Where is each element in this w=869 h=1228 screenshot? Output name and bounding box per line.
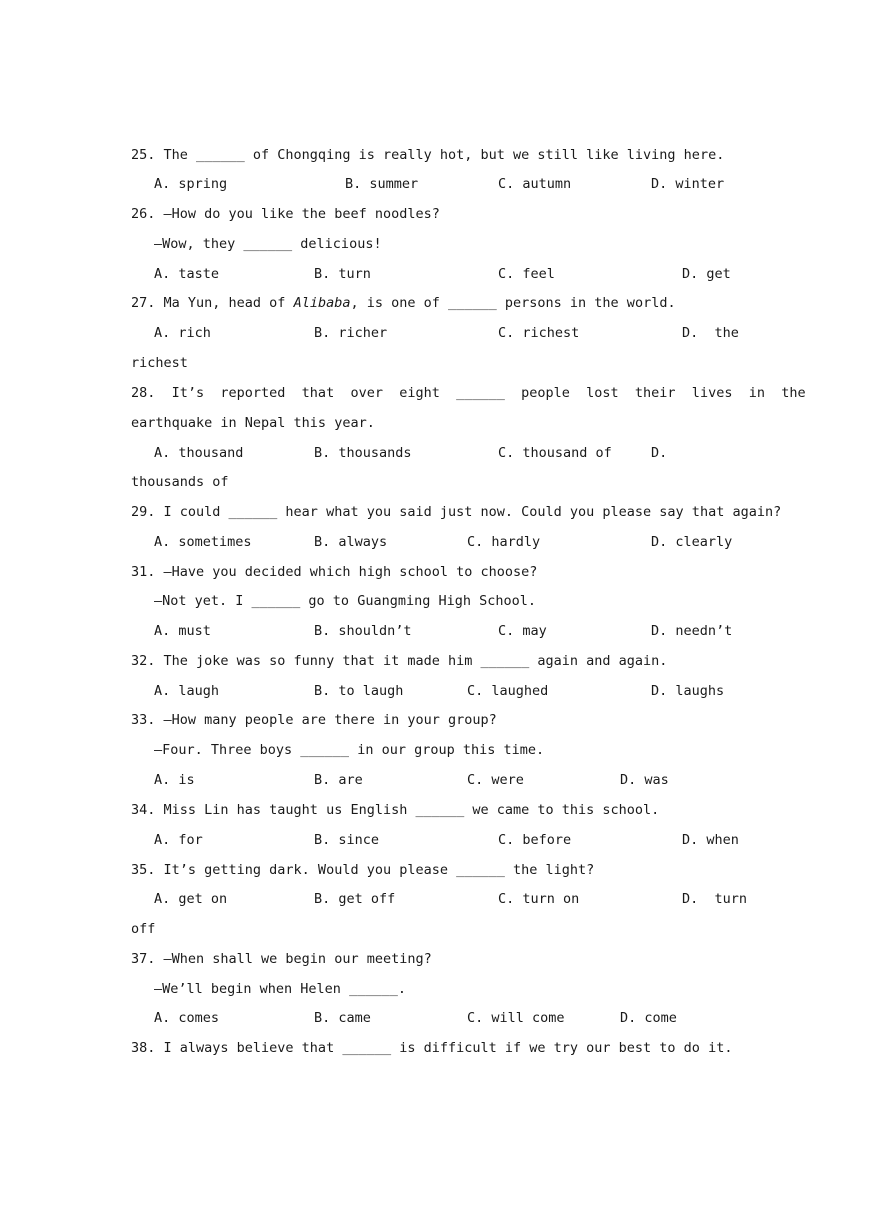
question-28-option-b: B. thousands [314, 445, 412, 461]
question-28-option-d-continued: thousands of [131, 474, 229, 490]
question-35-option-c: C. turn on [498, 891, 580, 907]
question-33-option-d: D. was [620, 772, 669, 788]
question-27-stem-end: , is one of ______ persons in the world. [350, 295, 676, 311]
question-29-option-c: C. hardly [467, 534, 541, 550]
question-32-option-d: D. laughs [651, 683, 725, 699]
question-29-option-a: A. sometimes [154, 534, 252, 550]
question-33-dialogue: —Four. Three boys ______ in our group this time. [154, 742, 545, 758]
question-28-option-a: A. thousand [154, 445, 244, 461]
question-26-stem: 26. —How do you like the beef noodles? [131, 206, 440, 222]
question-26-option-c: C. feel [498, 266, 555, 282]
question-27-option-d-continued: richest [131, 355, 188, 371]
question-27-stem-start: 27. Ma Yun, head of [131, 295, 294, 311]
question-29-stem: 29. I could ______ hear what you said just now. Could you please say that again? [131, 504, 782, 520]
question-37-option-c: C. will come [467, 1010, 565, 1026]
question-34-option-b: B. since [314, 832, 380, 848]
question-28-stem-continued: earthquake in Nepal this year. [131, 415, 375, 431]
question-29-option-d: D. clearly [651, 534, 733, 550]
question-31-option-c: C. may [498, 623, 547, 639]
question-28-option-d: D. [651, 445, 668, 461]
question-32-stem: 32. The joke was so funny that it made him ______ again and again. [131, 653, 668, 669]
question-34-option-d: D. when [682, 832, 739, 848]
question-25-option-d: D. winter [651, 176, 725, 192]
question-25-stem: 25. The ______ of Chongqing is really hot, but we still like living here. [131, 147, 725, 163]
question-25-option-a: A. spring [154, 176, 228, 192]
question-37-option-b: B. came [314, 1010, 371, 1026]
question-32-option-c: C. laughed [467, 683, 549, 699]
question-35-option-a: A. get on [154, 891, 228, 907]
question-33-stem: 33. —How many people are there in your group? [131, 712, 497, 728]
question-27-option-c: C. richest [498, 325, 580, 341]
question-33-option-c: C. were [467, 772, 524, 788]
question-27-company-name: Alibaba [293, 295, 351, 311]
question-25-option-c: C. autumn [498, 176, 572, 192]
question-28-option-c: C. thousand of [498, 445, 612, 461]
question-26-dialogue: —Wow, they ______ delicious! [154, 236, 382, 252]
question-27-stem [131, 295, 676, 311]
question-34-stem: 34. Miss Lin has taught us English ______ we came to this school. [131, 802, 660, 818]
question-33-option-b: B. are [314, 772, 363, 788]
question-37-option-d: D. come [620, 1010, 677, 1026]
question-28-stem: 28. It’s reported that over eight ______ people lost their lives in the [131, 385, 806, 401]
question-34-option-c: C. before [498, 832, 572, 848]
question-35-stem: 35. It’s getting dark. Would you please ______ the light? [131, 862, 595, 878]
question-37-stem: 37. —When shall we begin our meeting? [131, 951, 432, 967]
question-26-option-d: D. get [682, 266, 731, 282]
question-26-option-b: B. turn [314, 266, 371, 282]
question-26-option-a: A. taste [154, 266, 220, 282]
question-25-option-b: B. summer [345, 176, 419, 192]
question-33-option-a: A. is [154, 772, 195, 788]
question-35-option-d: D. turn [682, 891, 748, 907]
question-35-option-d-continued: off [131, 921, 156, 937]
question-34-option-a: A. for [154, 832, 203, 848]
question-37-option-a: A. comes [154, 1010, 220, 1026]
question-27-option-a: A. rich [154, 325, 211, 341]
question-31-stem: 31. —Have you decided which high school to choose? [131, 564, 538, 580]
question-31-dialogue: —Not yet. I ______ go to Guangming High School. [154, 593, 537, 609]
question-32-option-a: A. laugh [154, 683, 220, 699]
question-35-option-b: B. get off [314, 891, 396, 907]
question-31-option-a: A. must [154, 623, 211, 639]
question-38-stem: 38. I always believe that ______ is difficult if we try our best to do it. [131, 1040, 733, 1056]
question-32-option-b: B. to laugh [314, 683, 404, 699]
question-27-option-b: B. richer [314, 325, 388, 341]
question-31-option-d: D. needn’t [651, 623, 733, 639]
question-29-option-b: B. always [314, 534, 388, 550]
question-27-option-d: D. the [682, 325, 739, 341]
question-37-dialogue: —We’ll begin when Helen ______. [154, 981, 406, 997]
question-31-option-b: B. shouldn’t [314, 623, 412, 639]
